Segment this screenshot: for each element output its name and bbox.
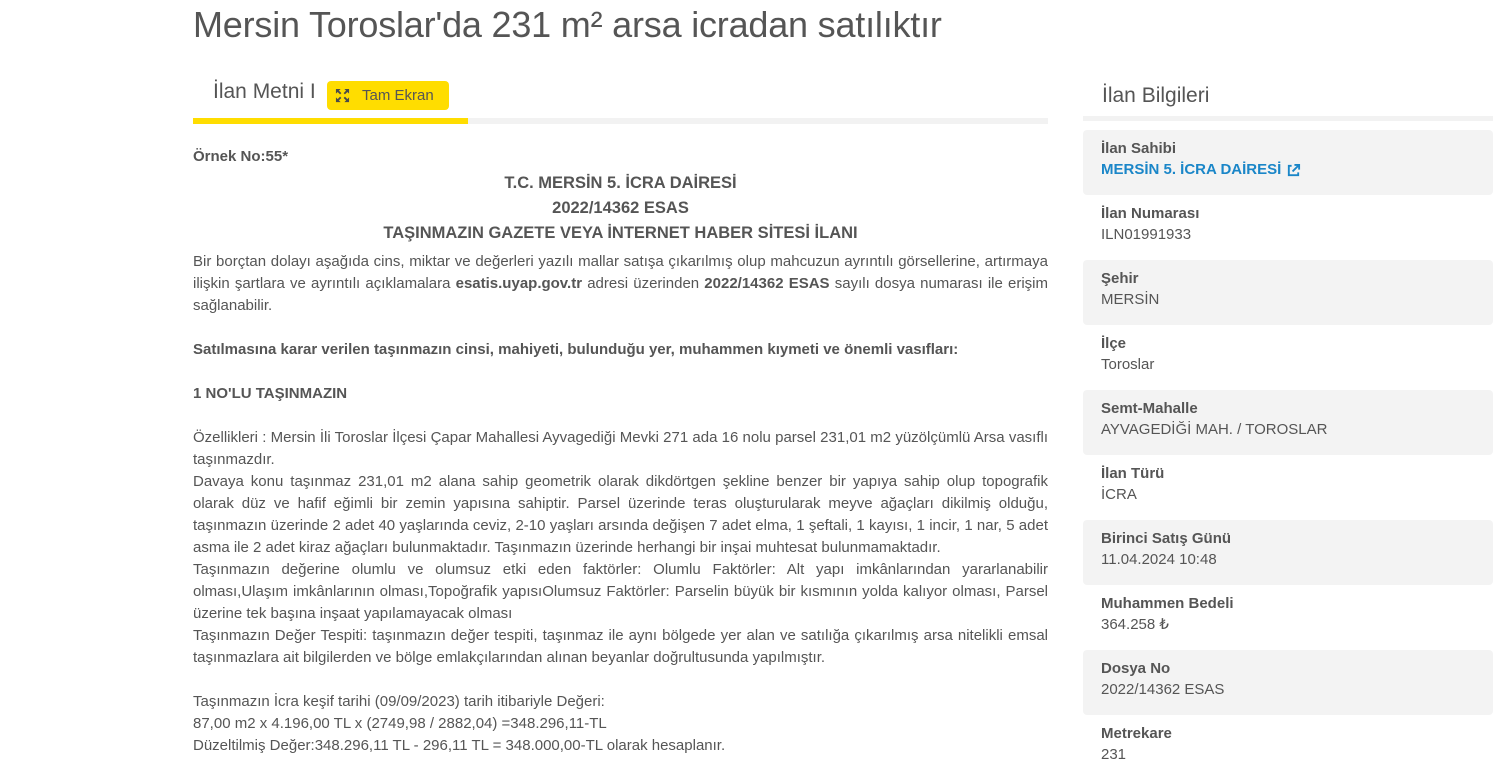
- adjusted-value-line: Düzeltilmiş Değer:348.296,11 TL - 296,11 TL = 348.000,00-TL olarak hesaplanır.: [193, 737, 726, 754]
- sample-number: Örnek No:55*: [193, 148, 289, 165]
- listing-info-sidebar: [1083, 78, 1493, 775]
- info-label: Semt-Mahalle: [1101, 400, 1198, 417]
- intro-paragraph: [193, 251, 1048, 317]
- info-label: Dosya No: [1101, 660, 1171, 677]
- info-label: İlçe: [1101, 335, 1127, 352]
- info-value: MERSİN: [1101, 291, 1160, 308]
- factors-paragraph: Taşınmazın değerine olumlu ve olumsuz etki eden faktörler: Olumlu Faktörler: Alt yapı imkânlarından yararlanabilir olması,Ulaşım imkânlarının olması,Topoğrafik yapısıOlumsuz Faktörler: Parselin büyük bir kısmının yolda kalıyor olması, Parsel üzerine tek başına inşaat yapılamayacak olması: [193, 561, 1048, 622]
- info-label: İlan Türü: [1101, 465, 1165, 482]
- info-value: 2022/14362 ESAS: [1101, 681, 1225, 698]
- tab-bar: [193, 70, 1048, 124]
- calculation-line: 87,00 m2 x 4.196,00 TL x (2749,98 / 2882,04) =348.296,11-TL: [193, 715, 607, 732]
- info-listing-number: [1083, 195, 1493, 260]
- features-paragraph: Özellikleri : Mersin İli Toroslar İlçesi Çapar Mahallesi Ayvagediği Mevki 271 ada 16 nolu parsel 231,01 m2 yüzölçümlü Arsa vasıflı taşınmazdır.: [193, 429, 1048, 468]
- valuation-paragraph: Taşınmazın Değer Tespiti: taşınmazın değer tespiti, taşınmaz ile aynı bölgede yer alan ve satılığa çıkarılmış arsa nitelikli emsal taşınmazlara ait bilgilerden ve bölge emlakçılarından alınan beyanlar doğrultusunda yapılmıştır.: [193, 627, 1048, 666]
- tab-listing-text[interactable]: İlan Metni I: [213, 80, 316, 103]
- info-value: ILN01991933: [1101, 226, 1192, 243]
- owner-link[interactable]: [1101, 159, 1301, 181]
- intro-text: Bir borçtan dolayı aşağıda cins, miktar ve değerleri yazılı mallar satışa çıkarılmış olup mahcuzun ayrıntılı görsellerine, artırmaya ilişkin şartlara ve ayrıntılı açıklamalara: [193, 253, 1048, 292]
- info-city: [1083, 260, 1493, 325]
- section-heading: Satılmasına karar verilen taşınmazın cinsi, mahiyeti, bulunduğu yer, muhammen kıymeti ve önemli vasıfları:: [193, 341, 959, 358]
- info-square-meters: [1083, 715, 1493, 775]
- info-label: Metrekare: [1101, 725, 1172, 742]
- info-label: Şehir: [1101, 270, 1139, 287]
- value-date-line: Taşınmazın İcra keşif tarihi (09/09/2023) tarih itibariyle Değeri:: [193, 693, 605, 710]
- info-label: Muhammen Bedeli: [1101, 595, 1234, 612]
- info-listing-type: [1083, 455, 1493, 520]
- listing-document: [193, 146, 1048, 757]
- info-district: [1083, 325, 1493, 390]
- file-number: 2022/14362 ESAS: [704, 275, 830, 292]
- info-value: 364.258 ₺: [1101, 616, 1169, 633]
- info-value: İCRA: [1101, 486, 1137, 503]
- court-name: T.C. MERSİN 5. İCRA DAİRESİ: [504, 174, 737, 192]
- page-title: Mersin Toroslar'da 231 m² arsa icradan satılıktır: [193, 4, 942, 45]
- sidebar-title: İlan Bilgileri: [1102, 84, 1210, 107]
- info-neighborhood: [1083, 390, 1493, 455]
- esatis-site: esatis.uyap.gov.tr: [455, 275, 583, 292]
- listing-text-panel: [193, 70, 1048, 757]
- info-value: 231: [1101, 746, 1127, 763]
- notice-title: TAŞINMAZIN GAZETE VEYA İNTERNET HABER SİTESİ İLANI: [383, 224, 858, 242]
- property-heading: 1 NO'LU TAŞINMAZIN: [193, 385, 348, 402]
- info-label: İlan Sahibi: [1101, 140, 1177, 157]
- info-estimated-price: [1083, 585, 1493, 650]
- owner-name: MERSİN 5. İCRA DAİRESİ: [1101, 161, 1282, 178]
- fullscreen-label: Tam Ekran: [362, 87, 434, 104]
- description-paragraph: Davaya konu taşınmaz 231,01 m2 alana sahip geometrik olarak dikdörtgen şekline benzer bir yapıya sahip olup topografik olarak düz ve hafif eğimli bir zemin yapısına sahiptir. Parsel üzerinde teras oluşturularak meyve ağaçları dikilmiş olduğu, taşınmazın üzerinde 2 adet 40 yaşlarında ceviz, 2-10 yaşları arsında değişen 7 adet elma, 1 şeftali, 1 kayısı, 1 incir, 1 nar, 5 adet asma ile 2 adet kiraz ağaçları bulunmaktadır. Taşınmazın üzerinde herhangi bir inşai muhtesat bulunmamaktadır.: [193, 473, 1048, 556]
- info-label: İlan Numarası: [1101, 205, 1200, 222]
- intro-text: adresi üzerinden: [582, 275, 705, 292]
- info-value: Toroslar: [1101, 356, 1155, 373]
- info-first-sale-date: [1083, 520, 1493, 585]
- document-header: [193, 171, 1048, 246]
- fullscreen-button[interactable]: [327, 81, 449, 110]
- info-owner: [1083, 130, 1493, 195]
- intro-text: sayılı dosya numarası ile erişim sağlanabilir.: [193, 275, 1049, 314]
- sidebar-divider: [1083, 116, 1493, 121]
- info-label: Birinci Satış Günü: [1101, 530, 1232, 547]
- info-value: 11.04.2024 10:48: [1101, 551, 1217, 568]
- info-value: AYVAGEDİĞİ MAH. / TOROSLAR: [1101, 421, 1328, 438]
- external-link-icon: [1286, 163, 1301, 178]
- expand-arrows-icon: [335, 88, 350, 103]
- tab-active-indicator: [193, 118, 468, 124]
- info-file-number: [1083, 650, 1493, 715]
- case-number: 2022/14362 ESAS: [552, 199, 689, 217]
